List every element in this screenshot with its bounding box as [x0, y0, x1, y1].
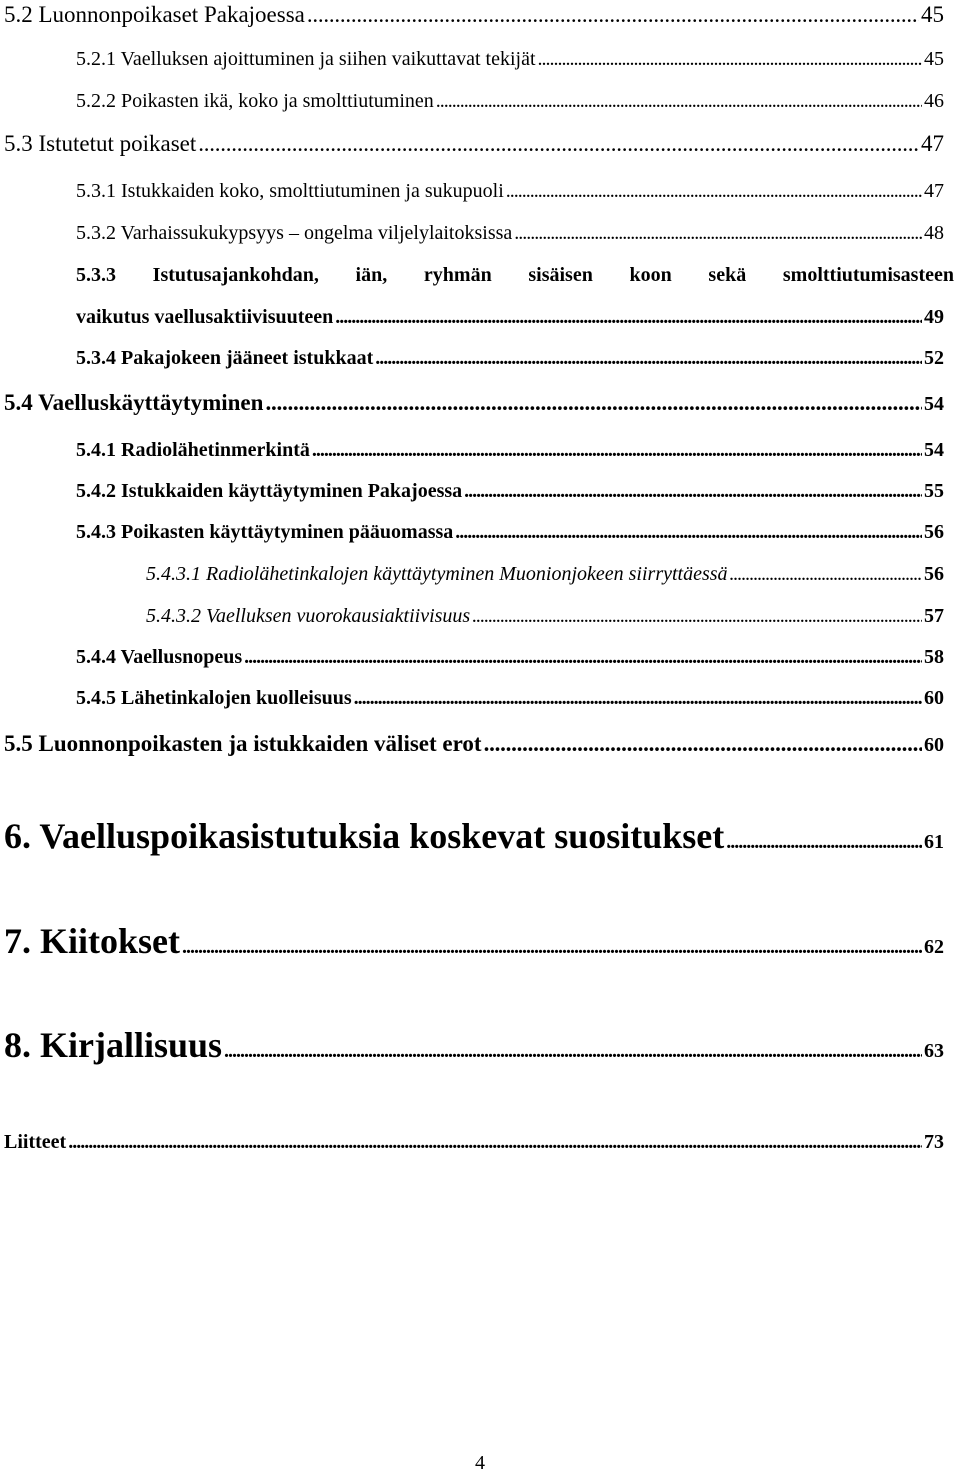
- dot-leader: [265, 390, 922, 416]
- toc-entry-page: 54: [924, 439, 944, 461]
- toc-entry-page: 47: [924, 180, 944, 202]
- toc-entry-page: 57: [924, 605, 944, 627]
- dot-leader: [307, 2, 919, 28]
- toc-entry-title: 5.2.2 Poikasten ikä, koko ja smolttiutuminen: [76, 90, 434, 112]
- toc-entry-title: 7. Kiitokset: [4, 921, 180, 961]
- toc-entry-page: 58: [924, 646, 944, 668]
- dot-leader: [354, 687, 922, 710]
- dot-leader: [436, 90, 922, 113]
- toc-entry-title: 5.4.3.1 Radiolähetinkalojen käyttäytyminen Muonionjokeen siirryttäessä: [146, 563, 728, 585]
- toc-entry-title: 5.5 Luonnonpoikasten ja istukkaiden väliset erot: [4, 731, 482, 756]
- toc-entry: [76, 306, 944, 329]
- toc-entry-title: 5.4.3.2 Vaelluksen vuorokausiaktiivisuus: [146, 605, 471, 627]
- toc-entry: [76, 222, 944, 245]
- toc-entry-page: 45: [921, 2, 944, 27]
- toc-entry-page: 73: [924, 1131, 944, 1153]
- toc-entry-title: 5.4.1 Radiolähetinmerkintä: [76, 439, 310, 461]
- toc-entry-page: 63: [924, 1040, 944, 1062]
- toc-entry: [76, 347, 944, 370]
- toc-entry-title: 5.4.4 Vaellusnopeus: [76, 646, 243, 668]
- dot-leader: [182, 936, 922, 959]
- toc-entry-page: 48: [924, 222, 944, 244]
- toc-entry: [4, 731, 944, 757]
- dot-leader: [538, 48, 922, 71]
- toc-entry: [146, 605, 944, 628]
- toc-entry-title: 5.3 Istutetut poikaset: [4, 131, 197, 156]
- toc-entry-title: Liitteet: [4, 1131, 67, 1153]
- dot-leader: [472, 605, 922, 628]
- toc-entry-title: 5.4 Vaelluskäyttäytyminen: [4, 390, 264, 415]
- toc-entry-page: 54: [924, 393, 944, 415]
- toc-entry: [4, 390, 944, 416]
- toc-entry-page: 60: [924, 687, 944, 709]
- toc-entry-page: 46: [924, 90, 944, 112]
- toc-entry: [76, 90, 944, 113]
- dot-leader: [514, 222, 922, 245]
- toc-entry-page: 47: [921, 131, 944, 156]
- toc-entry: [76, 687, 944, 710]
- toc-entry: [4, 131, 944, 157]
- dot-leader: [335, 306, 922, 329]
- toc-entry-title: 5.3.4 Pakajokeen jääneet istukkaat: [76, 347, 374, 369]
- toc-entry-title: 5.4.3 Poikasten käyttäytyminen pääuomassa: [76, 521, 454, 543]
- toc-entry: [76, 480, 944, 503]
- toc-entry-title: 5.3.1 Istukkaiden koko, smolttiutuminen ja sukupuoli: [76, 180, 504, 202]
- dot-leader: [484, 731, 922, 757]
- toc-entry-page: 56: [924, 521, 944, 543]
- toc-entry-page: 60: [924, 734, 944, 756]
- dot-leader: [464, 480, 922, 503]
- toc-entry-page: 55: [924, 480, 944, 502]
- dot-leader: [455, 521, 922, 544]
- toc-entry: [4, 1131, 944, 1154]
- toc-entry-title: 5.2.1 Vaelluksen ajoittuminen ja siihen vaikuttavat tekijät: [76, 48, 536, 70]
- toc-entry: [76, 439, 944, 462]
- dot-leader: [375, 347, 922, 370]
- toc-entry: [76, 180, 944, 203]
- page-number: 4: [475, 1452, 485, 1474]
- toc-entry: [4, 1024, 944, 1066]
- toc-entry-title: 5.2 Luonnonpoikaset Pakajoessa: [4, 2, 305, 27]
- toc-entry-page: 45: [924, 48, 944, 70]
- toc-entry-page: 49: [924, 306, 944, 328]
- toc-entry: [4, 920, 944, 962]
- toc-entry-page: 56: [924, 563, 944, 585]
- toc-entry: [76, 646, 944, 669]
- dot-leader: [68, 1131, 922, 1154]
- dot-leader: [198, 131, 919, 157]
- dot-leader: [730, 563, 922, 586]
- toc-entry: [146, 563, 944, 586]
- toc-entry-title: 8. Kirjallisuus: [4, 1025, 223, 1065]
- toc-entry-title: 5.4.2 Istukkaiden käyttäytyminen Pakajoessa: [76, 480, 463, 502]
- dot-leader: [312, 439, 922, 462]
- toc-entry-title: 5.3.2 Varhaissukukypsyys – ongelma viljelylaitoksissa: [76, 222, 513, 244]
- toc-entry: [4, 2, 944, 28]
- toc-entry-title: vaikutus vaellusaktiivisuuteen: [76, 306, 334, 328]
- toc-entry-page: 52: [924, 347, 944, 369]
- dot-leader: [244, 646, 922, 669]
- toc-entry-page: 61: [924, 831, 944, 853]
- toc-entry-title-line1: 5.3.3 Istutusajankohdan, iän, ryhmän sisäisen koon sekä smolttiutumisasteen: [76, 264, 954, 286]
- toc-entry: [76, 48, 944, 71]
- dot-leader: [726, 831, 922, 854]
- dot-leader: [506, 180, 922, 203]
- toc-entry-title: 6. Vaelluspoikasistutuksia koskevat suositukset: [4, 816, 725, 856]
- toc-entry: [4, 815, 944, 857]
- toc-entry: [76, 521, 944, 544]
- toc-entry-title: 5.4.5 Lähetinkalojen kuolleisuus: [76, 687, 352, 709]
- dot-leader: [224, 1040, 922, 1063]
- toc-entry-page: 62: [924, 936, 944, 958]
